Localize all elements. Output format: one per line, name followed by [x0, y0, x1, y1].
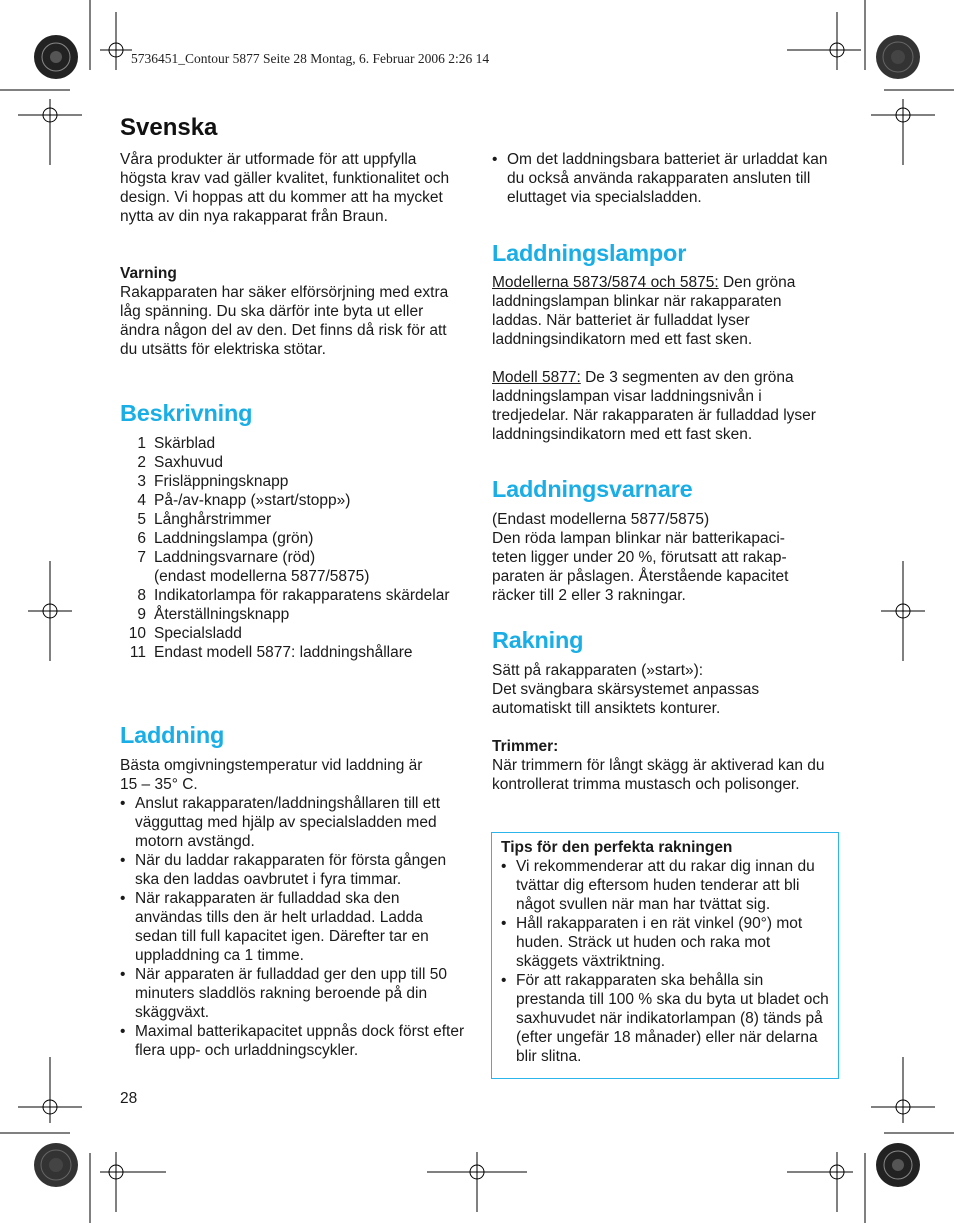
warner-title: Laddningsvarnare [492, 476, 693, 502]
crosshair-9 [100, 1152, 166, 1212]
description-title: Beskrivning [120, 400, 253, 426]
part-number: 4 [137, 492, 146, 509]
intro-paragraph: Våra produkter är utformade för att uppfylla högsta krav vad gäller kvalitet, funktionalitet och design. Vi hoppas att du kommer att ha mycket nytta av din nya rakapparat från Braun. [120, 151, 450, 225]
list-item [120, 643, 460, 662]
list-item: • Maximal batterikapacitet uppnås dock först efter flera upp- och urladdningscykler. [120, 1022, 465, 1060]
trimmer-text: När trimmern för långt skägg är aktiverad kan du kontrollerat trimma mustasch och polisonger. [492, 757, 825, 793]
shaving-title: Rakning [492, 627, 584, 653]
warning-title: Varning [120, 265, 177, 282]
list-item [120, 453, 460, 472]
warning-text: Rakapparaten har säker elförsörjning med extra låg spänning. Du ska därför inte byta ut eller ändra någon del av den. Det finns då risk för att du utsätts för elektriska stötar. [120, 284, 449, 358]
list-item: • Om det laddningsbara batteriet är urladdat kan du också använda rakapparaten ansluten till eluttaget via specialsladden. [492, 150, 837, 207]
part-label: Saxhuvud [154, 454, 223, 471]
part-label: Återställningsknapp [154, 606, 290, 623]
part-label: Långhårstrimmer [154, 511, 272, 528]
top-bullet-list [492, 150, 837, 207]
parts-list [120, 434, 460, 662]
crosshair-11 [787, 1152, 853, 1212]
list-item: • Anslut rakapparaten/laddningshållaren till ett vägguttag med hjälp av specialsladden med motorn avstängd. [120, 794, 465, 851]
part-number: 10 [128, 625, 146, 642]
registration-wheel-bottom-right [876, 1143, 920, 1187]
crosshair-8 [871, 1057, 935, 1123]
list-item [120, 472, 460, 491]
crosshair-10 [427, 1152, 527, 1212]
language-title: Svenska [120, 114, 218, 141]
registration-wheel-top-right [876, 35, 920, 79]
part-number: 9 [137, 606, 146, 623]
list-item: • När rakapparaten är fulladdad ska den användas tills den är helt urladdad. Ladda sedan till full kapacitet igen. Därefter tar en uppladdning ca 1 timme. [120, 889, 465, 965]
charging-title: Laddning [120, 722, 225, 748]
lamps-p2-label: Modell 5877: [492, 369, 581, 386]
list-item: • Håll rakapparaten i en rät vinkel (90°) mot huden. Sträck ut huden och raka mot skäggets växtriktning. [501, 914, 829, 971]
list-item [120, 510, 460, 529]
crosshair-7 [18, 1057, 82, 1123]
part-label: Frisläppningsknapp [154, 473, 289, 490]
crosshair-4 [871, 99, 935, 165]
part-label: Endast modell 5877: laddningshållare [154, 644, 413, 661]
part-number: 8 [137, 587, 146, 604]
list-item [120, 605, 460, 624]
part-number: 5 [137, 511, 146, 528]
trimmer-title: Trimmer: [492, 738, 559, 755]
list-item [120, 548, 460, 586]
lamps-paragraph-2 [492, 368, 827, 444]
lamps-title: Laddningslampor [492, 240, 687, 266]
list-item: • För att rakapparaten ska behålla sin prestanda till 100 % ska du byta ut bladet och saxhuvudet när indikatorlampan (8) tänds på (efter ungefär 18 månader) eller när delarna blir slitna. [501, 971, 829, 1066]
shaving-text: Sätt på rakapparaten (»start»): Det svängbara skärsystemet anpassas automatiskt till ansiktets konturer. [492, 662, 760, 717]
part-number: 1 [137, 435, 146, 452]
lamps-p1-label: Modellerna 5873/5874 och 5875: [492, 274, 719, 291]
crosshair-3 [18, 99, 82, 165]
tips-title: Tips för den perfekta rakningen [501, 839, 733, 856]
crosshair-6 [881, 561, 925, 661]
part-label: Skärblad [154, 435, 216, 452]
part-label: Laddningslampa (grön) [154, 530, 314, 547]
list-item [120, 529, 460, 548]
tips-box [491, 832, 839, 1079]
part-number: 6 [137, 530, 146, 547]
crosshair-2 [787, 12, 861, 70]
crosshair-1 [100, 12, 132, 70]
part-label: Indikatorlampa för rakapparatens skärdelar [154, 587, 450, 604]
list-item: • Vi rekommenderar att du rakar dig innan du tvättar dig eftersom huden tenderar att bli något svullen när man har tvättat sig. [501, 857, 829, 914]
charging-intro: Bästa omgivningstemperatur vid laddning är 15 – 35° C. [120, 757, 423, 793]
crosshair-5 [28, 561, 72, 661]
registration-wheel-top-left [34, 35, 78, 79]
lamps-paragraph-1 [492, 273, 827, 349]
part-number: 11 [129, 644, 146, 661]
warner-text: (Endast modellerna 5877/5875) Den röda lampan blinkar när batterikapaci- teten ligger under 20 %, förutsatt att rakap- paraten är påslagen. Återstående kapacitet räcker till 2 eller 3 rakningar. [492, 511, 789, 604]
tips-list [501, 857, 829, 1066]
list-item: • När du laddar rakapparaten för första gången ska den laddas oavbrutet i fyra timmar. [120, 851, 465, 889]
part-label: På-/av-knapp (»start/stopp») [154, 492, 351, 509]
lamps-p2-text: De 3 segmenten av den gröna laddningslampan visar laddningsnivån i tredjedelar. När rakapparaten är fulladdad lyser laddningsindikatorn med ett fast sken. [492, 369, 816, 443]
part-number: 3 [137, 473, 146, 490]
list-item [120, 624, 460, 643]
print-slug: 5736451_Contour 5877 Seite 28 Montag, 6. Februar 2006 2:26 14 [131, 51, 490, 66]
page-number: 28 [120, 1090, 138, 1107]
part-label: Laddningsvarnare (röd) (endast modellerna 5877/5875) [154, 549, 370, 585]
part-number: 7 [137, 549, 146, 566]
list-item [120, 586, 460, 605]
charging-bullets [120, 794, 465, 1060]
registration-wheel-bottom-left [34, 1143, 78, 1187]
part-number: 2 [137, 454, 146, 471]
lamps-p1-text: Den gröna laddningslampan blinkar när rakapparaten laddas. När batteriet är fulladdat lyser laddningsindikatorn med ett fast sken. [492, 274, 796, 348]
part-label: Specialsladd [154, 625, 242, 642]
list-item: • När apparaten är fulladdad ger den upp till 50 minuters sladdlös rakning beroende på din skäggväxt. [120, 965, 465, 1022]
list-item [120, 434, 460, 453]
list-item [120, 491, 460, 510]
